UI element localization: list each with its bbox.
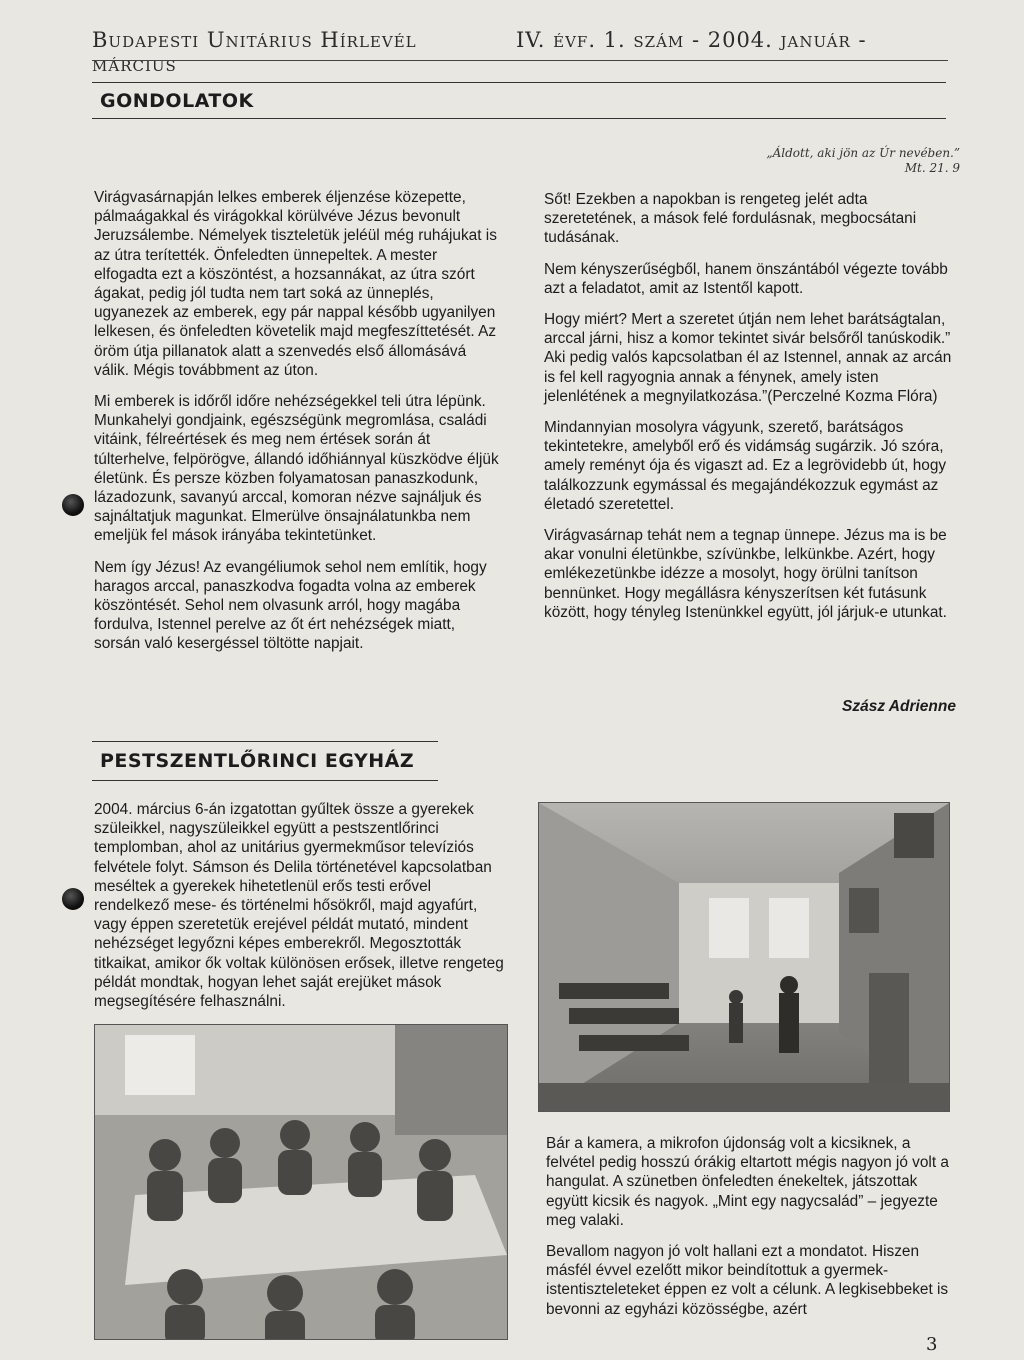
paragraph: Bevallom nagyon jó volt hallani ezt a mondatot. Hiszen másfél évvel ezelőtt mikor beindítottuk a gyermek-istentiszteleteket éppen ez volt a célunk. A legkisebbeket is bevonni az egyházi közösségbe, azért: [546, 1243, 949, 1318]
paragraph: Mindannyian mosolyra vágyunk, szerető, barátságos tekintetekre, amelyből erő és vidámság sugárzik. Jó szóra, amely reményt ója és vigaszt ad. Ez a legrövidebb út, hogy találkozzunk egymással és megajándékozzuk egymást az életadó szeretettel.: [544, 419, 947, 513]
section-rule-top: [92, 82, 946, 83]
newsletter-title: Budapesti Unitárius Hírlevél: [92, 28, 417, 52]
motto: [690, 146, 960, 176]
paragraph: Hogy miért? Mert a szeretet útján nem lehet barátságtalan, arccal járni, hisz a komor tekintet sivár belsőről tanúskodik.” Aki pedig valós kapcsolatban él az Istennel, annak az arcán is fel kell ragyognia annak a fénynek, amely isten jelenlétének a megnyilatkozása.”(Perczelné Kozma Flóra): [544, 311, 952, 405]
section2-rule-top: [92, 741, 438, 742]
church-interior-illustration: [539, 803, 949, 1111]
children-table-illustration: [95, 1025, 507, 1339]
page-number: 3: [926, 1334, 938, 1355]
newsletter-header: [92, 28, 950, 76]
article-right-column: [544, 190, 956, 634]
motto-reference: Mt. 21. 9: [904, 161, 960, 175]
paragraph: Virágvasárnapján lelkes emberek éljenzése közepette, pálmaágakkal és virágokkal körülvéve Jézus bevonult Jeruzsálembe. Némelyek tiszteletük jeléül még ruhájukat is az útra terítették. Önfeledten ünnepeltek. A mester elfogadta ezt a köszöntést, a hozsannákat, az útra szórt ágakat, pedig jól tudta nem tart soká az ünneplés, ugyanezek az emberek, egy pár nappal később ugyanilyen lelkesen, és önfeledten követelik majd megfeszíttetését. Az öröm útja pillanatok alatt a szenvedés első állomásává válik. Mégis továbbment az úton.: [94, 189, 497, 379]
section-rule-bottom: [92, 118, 946, 119]
paragraph: Nem így Jézus! Az evangéliumok sehol nem említik, hogy haragos arccal, panaszkodva fogadta volna az emberek köszöntését. Sehol nem olvasunk arról, hogy magába fordulva, Istennel perelve az őt ért nehézségek miatt, sorsán való kesergéssel töltötte napjait.: [94, 558, 487, 653]
issue-info: IV. évf. 1. szám - 2004. január - március: [92, 28, 867, 76]
report-right-column: [546, 1134, 950, 1331]
paragraph: 2004. március 6-án izgatottan gyűltek össze a gyerekek szüleikkel, nagyszüleikkel együtt a pestszentlőrinci templomban, ahol az unitárius gyermekműsor televíziós felvétele folyt. Sámson és Delila történetével kapcsolatban meséltek a gyerekek hihetetlenül erős testi erővel rendelkező mese- és történelmi hősökről, majd agyafúrt, vagy éppen szeretetük erejével példát mutató, mindent nehézséget legyőzni képes emberekről. Megosztották titkaikat, amikor ők voltak különösen erősek, illetve rengeteg példát mondtak, hogyan lehet saját erejüket mások megsegítésére felhasználni.: [94, 801, 504, 1011]
report-left-column: [94, 800, 506, 1023]
children-table-photo: [94, 1024, 508, 1340]
paragraph: Nem kényszerűségből, hanem önszántából végezte tovább azt a feladatot, amit az Istentől kapott.: [544, 260, 948, 297]
section-title-pestszentlorinci: PESTSZENTLŐRINCI EGYHÁZ: [100, 750, 415, 772]
church-interior-photo: [538, 802, 950, 1112]
paragraph: Sőt! Ezekben a napokban is rengeteg jelét adta szeretetének, a mások felé fordulásnak, megbocsátani tudásának.: [544, 191, 917, 247]
paragraph: Virágvasárnap tehát nem a tegnap ünnepe. Jézus ma is be akar vonulni életünkbe, szívünkbe, lelkünkbe. Azért, hogy emlékezetünkbe idézze a mosolyt, hogy örülni tanítson bennünket. Hogy megállásra kényszerítsen két futásunk között, hogy tényleg Istenünkkel együtt, jól járjuk-e utunkat.: [544, 527, 947, 621]
paragraph: Bár a kamera, a mikrofon újdonság volt a kicsiknek, a felvétel pedig hosszú órákig eltartott mégis nagyon jó volt a hangulat. A szünetben önfeledten énekeltek, játszottak együtt kicsik és nagyok. „Mint egy nagycsalád” – jegyezte meg valaki.: [546, 1135, 949, 1229]
section2-rule-bottom: [92, 780, 438, 781]
binder-hole-icon: [62, 494, 84, 516]
paragraph: Mi emberek is időről időre nehézségekkel teli útra lépünk. Munkahelyi gondjaink, egészségünk megromlása, családi vitáink, félreértések és meg nem értések során át túlterhelve, felpörögve, állandó időhiánnyal küszködve éljük életünk. És persze közben folyamatosan panaszkodunk, lázadozunk, savanyú arccal, komoran nézve sajnáljuk és sajnáltatjuk magunkat. Elmerülve önsajnálatunkba nem emeljük fel mások irányába tekintetünket.: [94, 393, 499, 545]
section-title-gondolatok: GONDOLATOK: [100, 90, 254, 112]
header-rule: [92, 60, 948, 61]
motto-quote: „Áldott, aki jön az Úr nevében.”: [766, 146, 960, 160]
article-left-column: [94, 188, 504, 666]
article-author: Szász Adrienne: [842, 698, 956, 715]
binder-hole-icon: [62, 888, 84, 910]
